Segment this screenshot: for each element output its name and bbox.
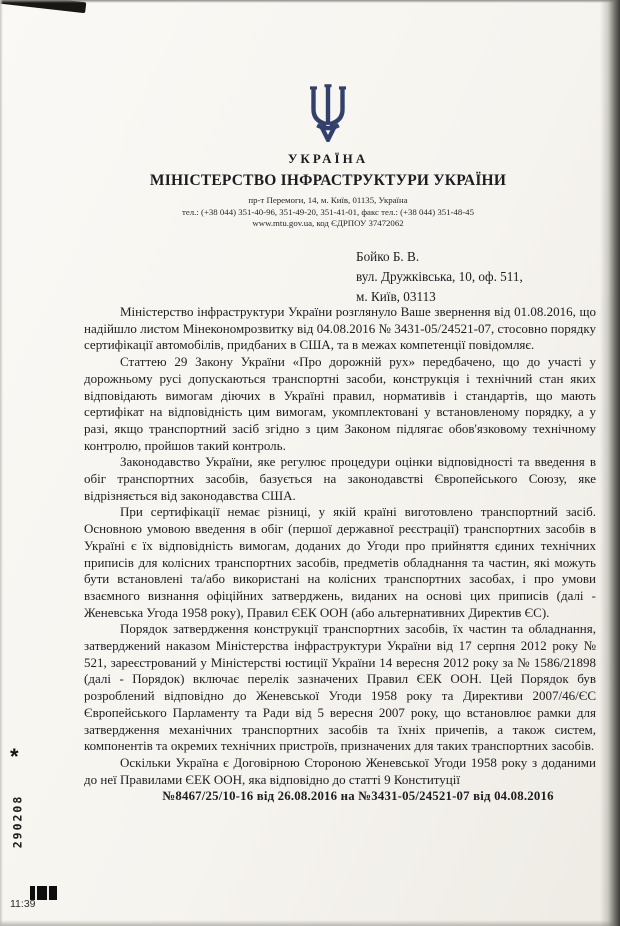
- body-paragraph: Оскільки Україна є Договірною Стороною Женевської Угоди 1958 року з доданими до неї Правилами ЄЕК ООН, яка відповідно до статті 9 Конституції: [84, 754, 596, 787]
- recipient-name: Бойко Б. В.: [356, 249, 420, 264]
- letterhead-address: пр-т Перемоги, 14, м. Київ, 01135, Україна: [248, 195, 408, 205]
- body-paragraph: Міністерство інфраструктури України розглянуло Ваше звернення від 01.08.2016, що надійшло листом Мінекономрозвитку від 04.08.2016 № 3431-05/24521-07, стосовно порядку сертифікації автомобілів, придбаних в США, та в межах компетенції повідомляє.: [84, 304, 596, 353]
- reference-line: №8467/25/10-16 від 26.08.2016 на №3431-05/24521-07 від 04.08.2016: [162, 789, 554, 804]
- recipient-block: [356, 247, 523, 307]
- recipient-street: вул. Дружківська, 10, оф. 511,: [356, 269, 523, 284]
- body-paragraph: Порядок затвердження конструкції транспортних засобів, їх частин та обладнання, затверджений наказом Міністерства інфраструктури України від 17 серпня 2012 року № 521, зареєстрований у Міністерстві юстиції України 14 вересня 2012 року за № 1586/21898 (далі - Порядок) включає перелік зазначених Правил ЄЕК ООН. Цей Порядок був розроблений відповідно до Женевської Угоди 1958 року та Директиви 2007/46/ЄС Європейського Парламенту та Ради від 5 вересня 2007 року, що встановлює рамки для затвердження механічних транспортних засобів та їхніх причепів, а також систем, компонентів та окремих технічних пристроїв, призначених для таких транспортних засобів.: [84, 621, 596, 754]
- scan-time: 11:39: [10, 898, 36, 910]
- scan-edge-bottom: [0, 920, 620, 926]
- coat-of-arms-icon: [306, 84, 350, 142]
- scan-edge-right: [600, 0, 620, 926]
- recipient-city: м. Київ, 03113: [356, 289, 436, 304]
- body-paragraph: Статтею 29 Закону України «Про дорожній рух» передбачено, що до участі у дорожньому русі допускаються транспортні засоби, конструкція і технічний стан яких відповідають вимогам діючих в Україні правил, нормативів і стандартів, що мають сертифікат на відповідність цим вимогам, укомплектовані у встановленому порядку, а у разі, якщо транспортний засіб згідно з цим Законом підлягає обов'язковому технічному контролю, пройшов такий контроль.: [84, 354, 596, 453]
- body-paragraph: Законодавство України, яке регулює процедури оцінки відповідності та введення в обіг транспортних засобів, базується на законодавстві Європейського Союзу, яке відрізняється від законодавства США.: [84, 454, 596, 503]
- country-name: УКРАЇНА: [287, 151, 369, 166]
- margin-asterisk: *: [10, 744, 19, 769]
- scan-edge-top: [0, 0, 620, 3]
- scan-edge-left: [0, 0, 3, 926]
- letter-body: [84, 304, 596, 805]
- registration-stamp-number: 290208: [10, 794, 25, 849]
- body-paragraph: При сертифікації немає різниці, у якій країні виготовлено транспортний засіб. Основною умовою введення в обіг (першої державної реєстрації) транспортних засобів в Україні є їх відповідність вимогам, доданих до Угоди про прийняття єдиних технічних приписів для колісних транспортних засобів, предметів обладнання та частин, які можуть бути встановлені та/або використані на колісних транспортних засобах, і про умови взаємного визнання офіційних затверджень, виданих на основі цих приписів (далі - Женевська Угода 1958 року), Правил ЄЕК ООН (або альтернативних Директив ЄС).: [84, 504, 596, 620]
- ministry-name: МІНІСТЕРСТВО ІНФРАСТРУКТУРИ УКРАЇНИ: [149, 172, 507, 189]
- letterhead-phones: тел.: (+38 044) 351-40-96, 351-49-20, 351-41-01, факс тел.: (+38 044) 351-48-45: [182, 206, 474, 217]
- letterhead: [42, 84, 614, 230]
- letterhead-website: www.mtu.gov.ua, код ЄДРПОУ 37472062: [252, 218, 404, 228]
